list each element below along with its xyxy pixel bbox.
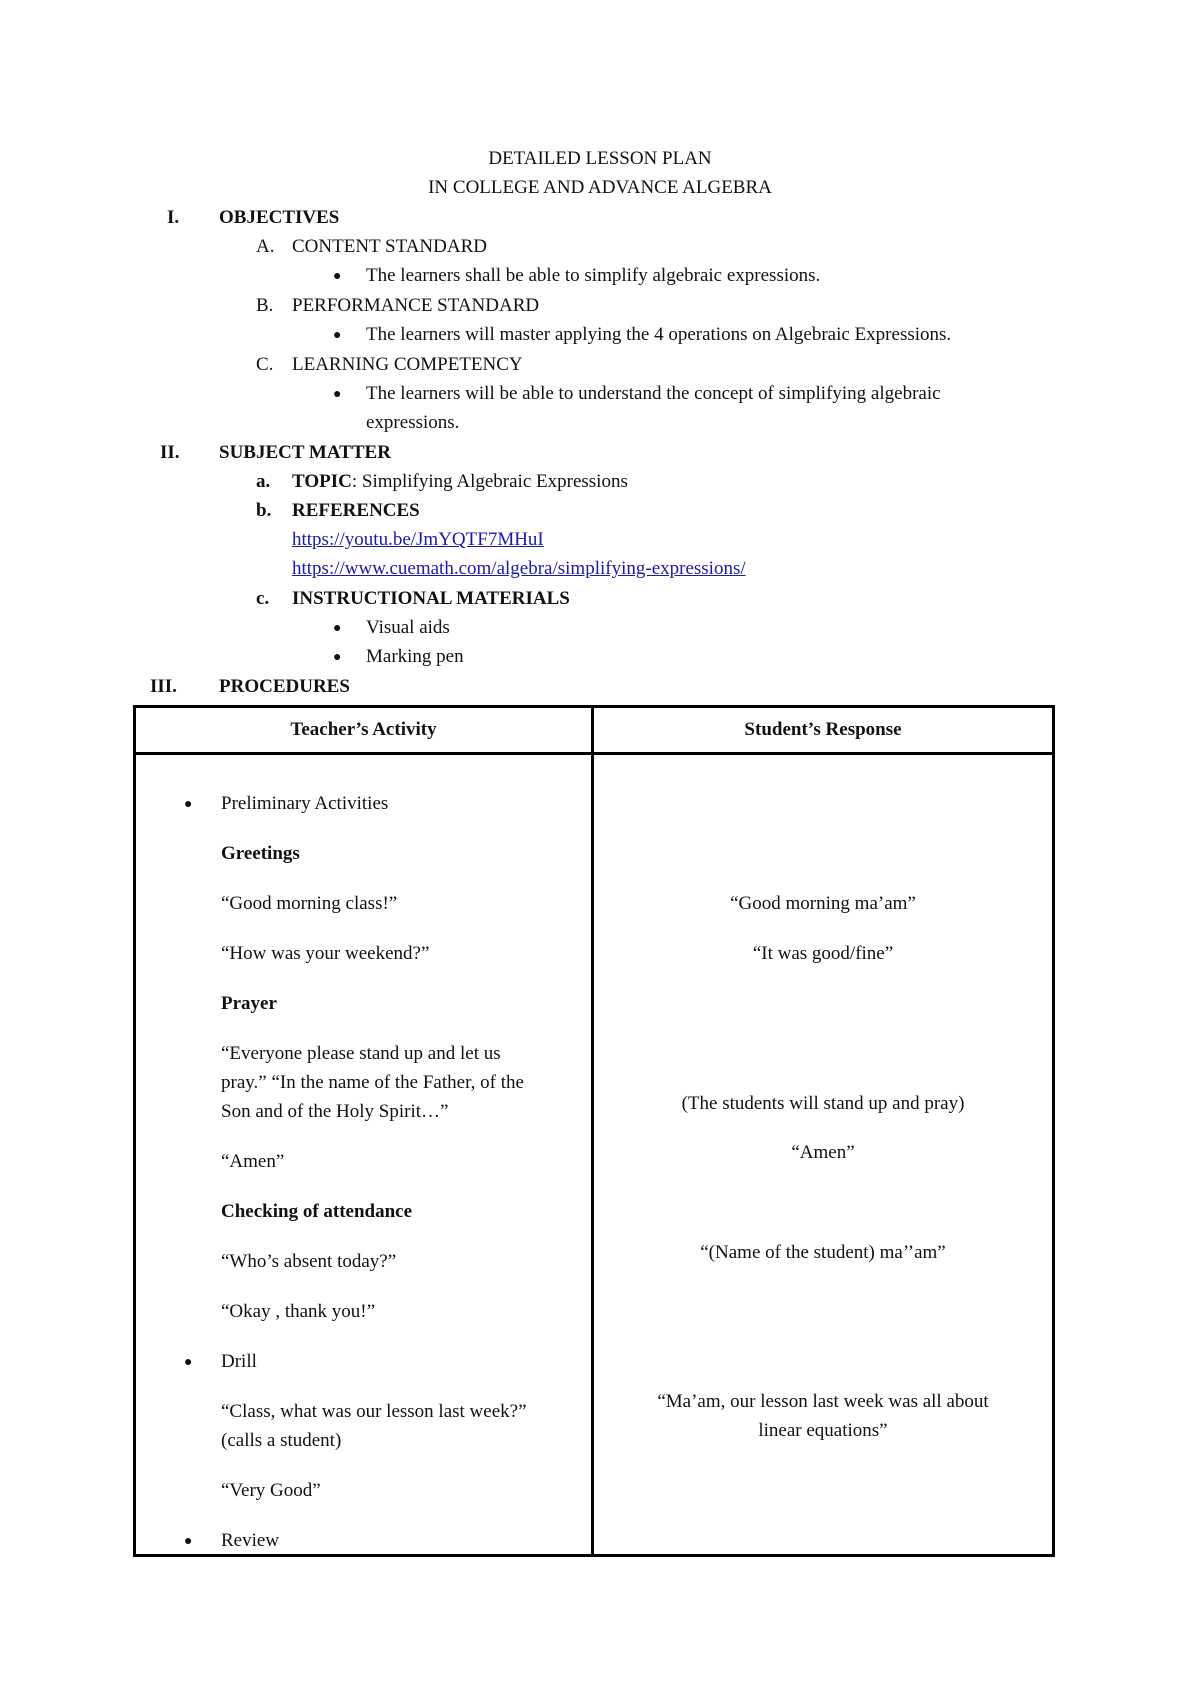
material-item: Visual aids xyxy=(366,617,450,638)
bullet-icon: ● xyxy=(333,269,342,284)
bullet-icon: ● xyxy=(333,328,342,343)
section-numeral-subject-matter: II. xyxy=(160,442,180,463)
topic-value: : Simplifying Algebraic Expressions xyxy=(351,471,628,492)
objective-bullet-competency-line1: The learners will be able to understand the concept of simplifying algebraic xyxy=(366,383,941,404)
student-good-morning: “Good morning ma’am” xyxy=(730,893,916,914)
teacher-drill: Drill xyxy=(221,1351,257,1372)
teacher-stand-line3: Son and of the Holy Spirit…” xyxy=(221,1101,449,1122)
student-lesson-line2: linear equations” xyxy=(758,1420,888,1441)
teacher-stand-line1: “Everyone please stand up and let us xyxy=(221,1043,501,1064)
section-numeral-procedures: III. xyxy=(150,676,177,697)
reference-link-youtube[interactable]: https://youtu.be/JmYQTF7MHuI xyxy=(292,529,544,550)
student-response-cell xyxy=(593,754,1054,1556)
objective-letter-a: A. xyxy=(256,236,275,257)
objective-letter-b: B. xyxy=(256,295,274,316)
student-name: “(Name of the student) ma’’am” xyxy=(700,1242,946,1263)
bullet-icon: ● xyxy=(333,387,342,402)
student-amen: “Amen” xyxy=(791,1142,855,1163)
teacher-prayer-heading: Prayer xyxy=(221,993,277,1014)
objective-label-performance-standard: PERFORMANCE STANDARD xyxy=(292,295,540,316)
reference-link-cuemath[interactable]: https://www.cuemath.com/algebra/simplifying-expressions/ xyxy=(292,558,746,579)
section-heading-objectives: OBJECTIVES xyxy=(219,207,340,228)
subject-letter-c: c. xyxy=(256,588,270,609)
bullet-icon: ● xyxy=(333,650,342,665)
material-item: Marking pen xyxy=(366,646,464,667)
section-numeral-objectives: I. xyxy=(167,207,180,228)
objective-label-learning-competency: LEARNING COMPETENCY xyxy=(292,354,523,375)
student-pray: (The students will stand up and pray) xyxy=(681,1093,965,1114)
objective-bullet-content: The learners shall be able to simplify algebraic expressions. xyxy=(366,265,821,286)
bullet-icon: ● xyxy=(184,797,193,812)
teacher-good-morning: “Good morning class!” xyxy=(221,893,398,914)
teacher-weekend: “How was your weekend?” xyxy=(221,943,430,964)
materials-label: INSTRUCTIONAL MATERIALS xyxy=(292,588,570,609)
objective-bullet-competency-line2: expressions. xyxy=(366,412,460,433)
teacher-preliminary: Preliminary Activities xyxy=(221,793,389,814)
objective-label-content-standard: CONTENT STANDARD xyxy=(292,236,487,257)
subject-letter-b: b. xyxy=(256,500,272,521)
teacher-attendance-heading: Checking of attendance xyxy=(221,1201,413,1222)
student-lesson-line1: “Ma’am, our lesson last week was all about xyxy=(657,1391,989,1412)
references-label: REFERENCES xyxy=(292,500,420,521)
document-title: DETAILED LESSON PLAN xyxy=(488,148,712,169)
document-subtitle: IN COLLEGE AND ADVANCE ALGEBRA xyxy=(428,177,772,198)
section-heading-subject-matter: SUBJECT MATTER xyxy=(219,442,391,463)
topic-label: TOPIC xyxy=(292,471,352,492)
section-heading-procedures: PROCEDURES xyxy=(219,676,350,697)
teacher-amen: “Amen” xyxy=(221,1151,285,1172)
column-header-teacher: Teacher’s Activity xyxy=(135,707,593,754)
teacher-absent: “Who’s absent today?” xyxy=(221,1251,397,1272)
subject-letter-a: a. xyxy=(256,471,271,492)
topic-line xyxy=(292,470,628,494)
teacher-lesson-line2: (calls a student) xyxy=(221,1430,342,1451)
teacher-very-good: “Very Good” xyxy=(221,1480,321,1501)
teacher-lesson-line1: “Class, what was our lesson last week?” xyxy=(221,1401,527,1422)
teacher-greetings-heading: Greetings xyxy=(221,843,300,864)
column-header-student: Student’s Response xyxy=(593,707,1054,754)
student-good: “It was good/fine” xyxy=(752,943,894,964)
teacher-okay: “Okay , thank you!” xyxy=(221,1301,376,1322)
teacher-activity-cell xyxy=(135,754,593,1556)
bullet-icon: ● xyxy=(333,621,342,636)
objective-bullet-performance: The learners will master applying the 4 operations on Algebraic Expressions. xyxy=(366,324,952,345)
teacher-stand-line2: pray.” “In the name of the Father, of the xyxy=(221,1072,524,1093)
bullet-icon: ● xyxy=(184,1534,193,1549)
teacher-review: Review xyxy=(221,1530,280,1551)
objective-letter-c: C. xyxy=(256,354,274,375)
procedures-table xyxy=(133,705,1055,1557)
bullet-icon: ● xyxy=(184,1355,193,1370)
